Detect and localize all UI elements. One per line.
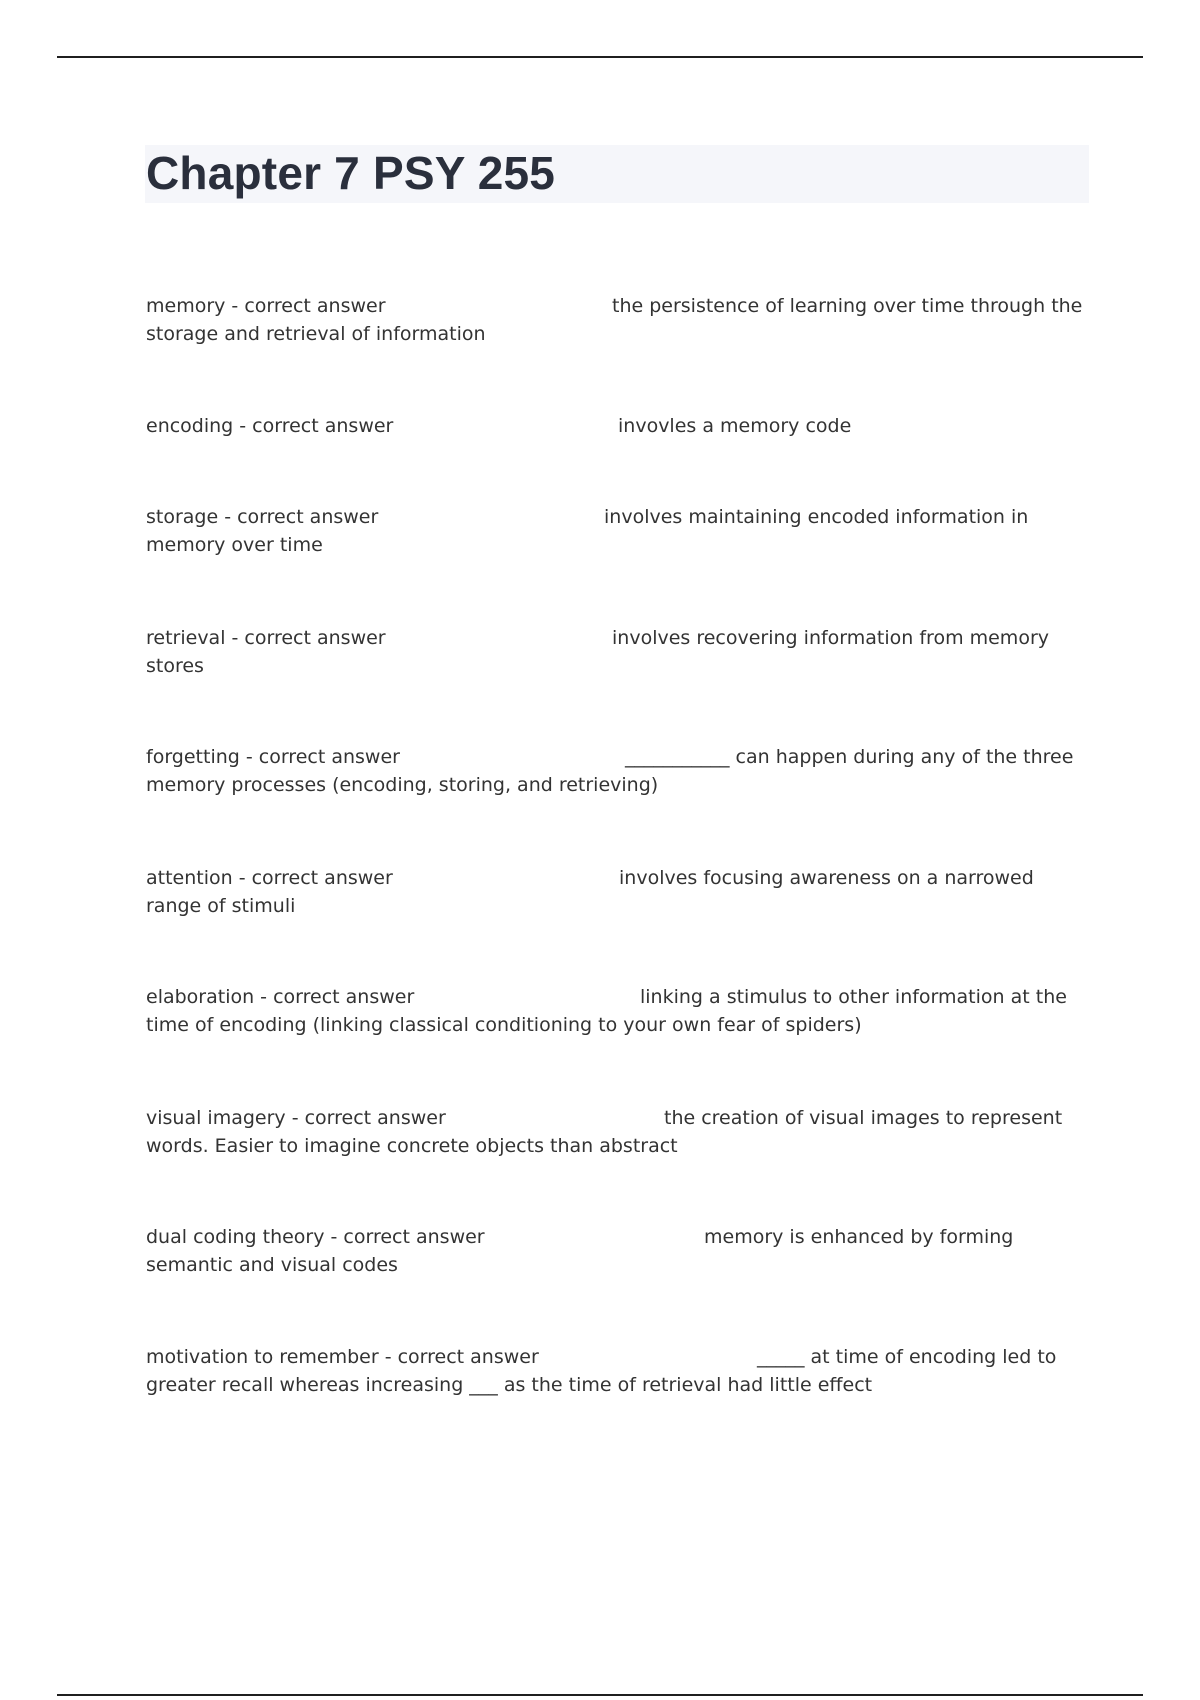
card-term: visual imagery - correct answer <box>146 1107 446 1129</box>
flashcard-storage <box>146 503 1091 559</box>
card-definition: memory is enhanced by forming semantic and visual codes <box>146 1226 1014 1276</box>
flashcard-forgetting <box>146 743 1091 799</box>
top-rule <box>57 56 1143 58</box>
page-title: Chapter 7 PSY 255 <box>146 147 556 199</box>
flashcard-motivation-to-remember <box>146 1343 1091 1399</box>
card-term: forgetting - correct answer <box>146 746 400 768</box>
flashcard-memory <box>146 292 1091 348</box>
flashcard-attention <box>146 864 1091 920</box>
card-term: encoding - correct answer <box>146 415 394 437</box>
flashcard-elaboration <box>146 983 1091 1039</box>
flashcard-visual-imagery <box>146 1104 1091 1160</box>
bottom-rule <box>57 1694 1143 1696</box>
card-definition: _____ at time of encoding led to greater recall whereas increasing ___ as the time of retrieval had little effect <box>146 1346 1057 1396</box>
card-definition: the persistence of learning over time through the storage and retrieval of information <box>146 295 1083 345</box>
card-term: attention - correct answer <box>146 867 393 889</box>
card-definition: invovles a memory code <box>618 415 852 437</box>
flashcard-encoding <box>146 412 1091 440</box>
card-term: dual coding theory - correct answer <box>146 1226 485 1248</box>
card-definition: linking a stimulus to other information at the time of encoding (linking classical conditioning to your own fear of spiders) <box>146 986 1067 1036</box>
card-term: retrieval - correct answer <box>146 627 386 649</box>
card-definition: involves recovering information from memory stores <box>146 627 1049 677</box>
card-term: elaboration - correct answer <box>146 986 415 1008</box>
card-definition: the creation of visual images to represent words. Easier to imagine concrete objects than abstract <box>146 1107 1063 1157</box>
card-definition: involves focusing awareness on a narrowed range of stimuli <box>146 867 1034 917</box>
flashcard-retrieval <box>146 624 1091 680</box>
flashcard-dual-coding-theory <box>146 1223 1091 1279</box>
card-definition: ___________ can happen during any of the three memory processes (encoding, storing, and retrieving) <box>146 746 1074 796</box>
card-definition: involves maintaining encoded information in memory over time <box>146 506 1029 556</box>
card-term: storage - correct answer <box>146 506 379 528</box>
card-term: memory - correct answer <box>146 295 386 317</box>
card-term: motivation to remember - correct answer <box>146 1346 539 1368</box>
